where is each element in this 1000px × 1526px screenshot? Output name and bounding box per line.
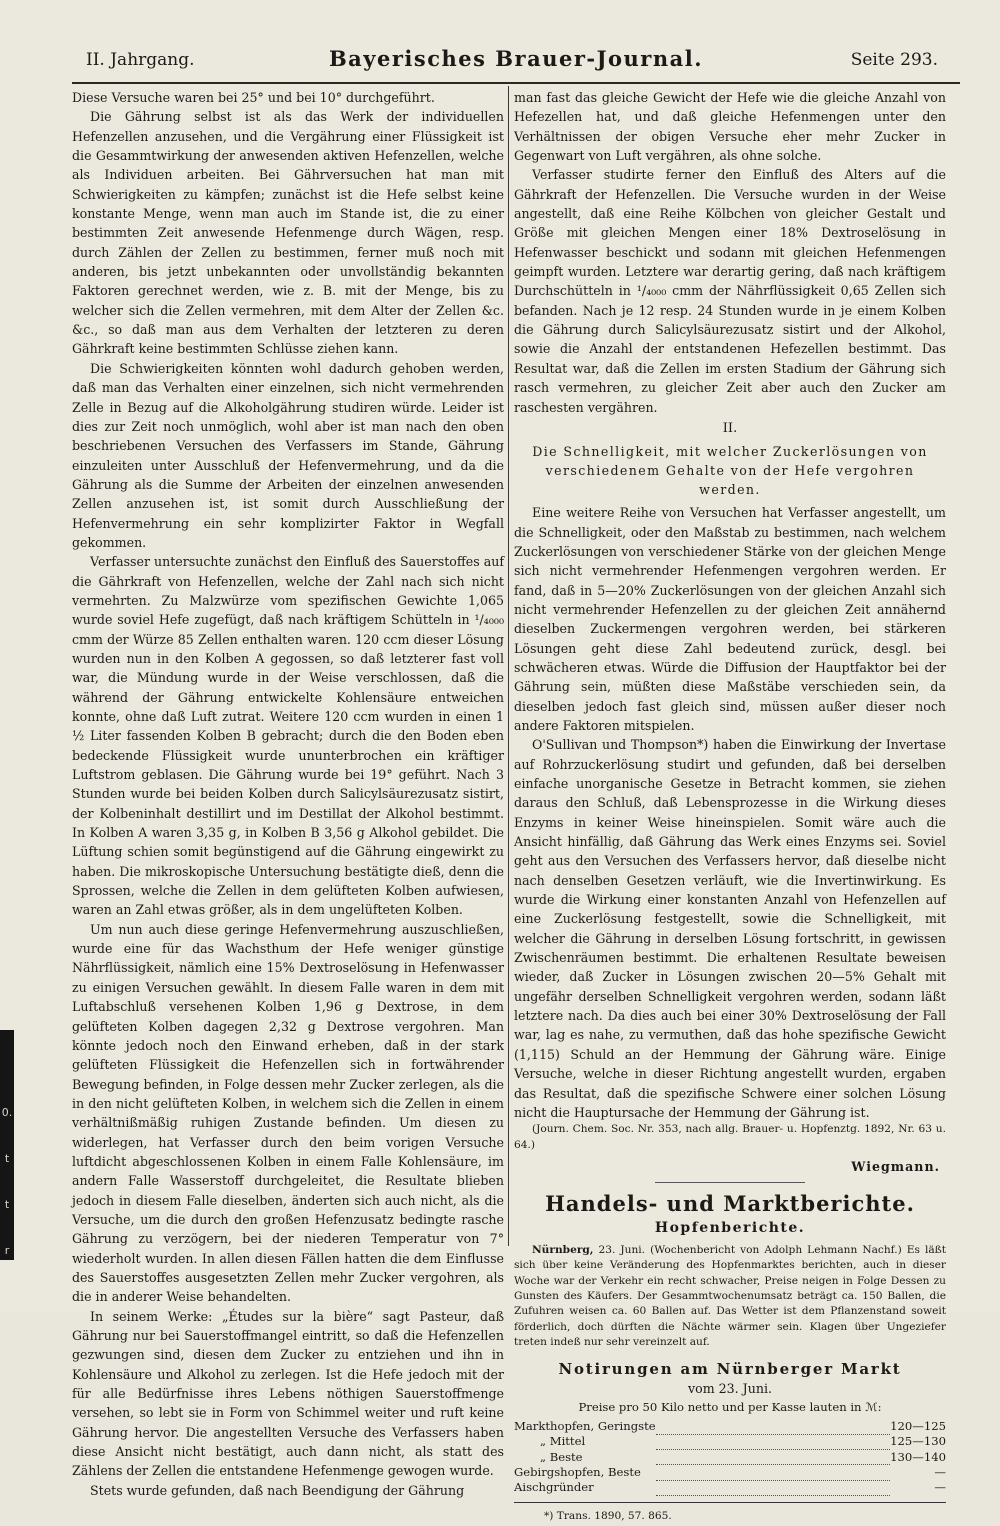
paragraph: Diese Versuche waren bei 25° und bei 10° durchgeführt.: [72, 90, 435, 105]
price-list-date: vom 23. Juni.: [688, 1380, 772, 1396]
journal-title: Bayerisches Brauer-Journal.: [328, 46, 704, 71]
price-row: [514, 1480, 946, 1495]
separator-rule: [655, 1182, 805, 1183]
leader-dots: [656, 1430, 891, 1445]
paragraph: Die Schwierigkeiten könnten wohl dadurch gehoben werden, daß man das Verhalten einer einzelnen, sich nicht vermehrenden Zelle in Bezug auf die Alkoholgährung studiren würde. Leider ist dies zur Zeit noch unmöglich, wohl aber ist man nach den oben beschriebenen Versuchen des Verfassers im Stande, Gährung einzuleiten unter Ausschluß der Hefenvermehrung, und da die Gährung als die Summe der Arbeiten der einzelnen anwesenden Zellen anzusehen ist, ist somit durch Ausschließung der Hefenvermehrung ein sehr komplizirter Faktor in Wegfall gekommen.: [72, 360, 504, 550]
price-label: Aischgründer: [514, 1480, 594, 1495]
paragraph: In seinem Werke: „Études sur la bière“ sagt Pasteur, daß Gährung nur bei Sauerstoffmangel eintritt, so daß die Hefenzellen gezwungen sind, diesen dem Zucker zu entziehen und ihn in Kohlensäure und Alkohol zu zerlegen. Ist die Hefe jedoch mit der für alle Bedürfnisse ihres Lebens nöthigen Sauerstoffmenge versehen, so lebt sie in Form von Schimmel weiter und ruft keine Gährung hervor. Die angestellten Versuche des Verfassers haben diese Ansicht nicht bestätigt, auch dann nicht, als statt des Zählens der Zellen die entstandene Hefenmenge gewogen wurde.: [72, 1308, 504, 1479]
price-label: Gebirgshopfen, Beste: [514, 1464, 641, 1479]
footnote-rule: [514, 1502, 946, 1503]
paragraph: Die Gährung selbst ist als das Werk der individuellen Hefenzellen anzusehen, und die Vergährung einer Flüssigkeit ist die Gesammtwirkung der anwesenden aktiven Hefenzellen, welche als Individuen arbeiten. Bei Gährversuchen hat man mit Schwierigkeiten zu kämpfen; zunächst ist die Hefe selbst keine konstante Menge, wenn man auch im Stande ist, die zu einer bestimmten Zeit anwesende Hefenmenge durch Wägen, resp. durch Zählen der Zellen zu bestimmen, ferner muß noch mit anderen, bis jetzt unbekannten oder unvollständig bekannten Faktoren gerechnet werden, wie z. B. mit der Menge, bis zu welcher sich die Zellen vermehren, mit dem Alter der Zellen &c. &c., so daß man aus dem Verhalten der letzteren zu deren Gährkraft keine bestimmten Schlüsse ziehen kann.: [72, 109, 504, 357]
binding-mark: t: [4, 1152, 10, 1165]
binding-edge-marks: [0, 1090, 14, 1274]
trade-section-heading: Handels- und Marktberichte.: [545, 1191, 915, 1217]
binding-mark: t: [4, 1198, 10, 1211]
paragraph: man fast das gleiche Gewicht der Hefe wie die gleiche Anzahl von Hefezellen hat, und daß gleiche Hefenmengen unter den Verhältnissen der obigen Versuche eher mehr Zucker in Gegenwart von Luft vergähren, als ohne solche.: [514, 90, 946, 164]
right-column: [514, 88, 946, 1522]
volume-label: II. Jahrgang.: [86, 50, 195, 70]
paragraph: Eine weitere Reihe von Versuchen hat Verfasser angestellt, um die Schnelligkeit, oder den Maßstab zu bestimmen, nach welchem Zuckerlösungen von verschiedener Stärke von der gleichen Menge sich nicht vermehrender Hefenmengen vergohren werden. Er fand, daß in 5—20% Zuckerlösungen von der gleichen Anzahl sich nicht vermehrender Hefenzellen zu der gleichen Zeit annähernd dieselben Zuckermengen vergohren werden, bei stärkeren Lösungen geht diese Zahl bedeutend zurück, desgl. bei schwächeren etwas. Würde die Diffusion der Hauptfaktor bei der Gährung sein, müßten diese Maßstäbe verschieden sein, da dieselben jedoch fast gleich sind, müssen außer dieser noch andere Faktoren mitspielen.: [514, 505, 946, 733]
section-title: Die Schnelligkeit, mit welcher Zuckerlösungen von verschiedenem Gehalte von der Hefe vergohren werden.: [532, 444, 928, 498]
leader-dots: [656, 1415, 891, 1430]
paragraph: Stets wurde gefunden, daß nach Beendigung der Gährung: [90, 1482, 465, 1498]
price-table: [514, 1419, 946, 1496]
page-header: [86, 44, 946, 78]
paragraph: Um nun auch diese geringe Hefenvermehrung auszuschließen, wurde eine für das Wachsthum der Hefe weniger günstige Nährflüssigkeit, nämlich eine 15% Dextroselösung in Hefenwasser zu einigen Versuchen gewählt. In diesem Falle waren in dem mit Luftabschluß versehenen Kolben 1,96 g Dextrose, in dem gelüfteten Kolben dagegen 2,32 g Dextrose vergohren. Man könnte jedoch noch den Einwand erheben, daß in der stark gelüfteten Flüssigkeit die Hefenzellen sich in fortwährender Bewegung befinden, in Folge dessen mehr Zucker zerlegen, als die in den nicht gelüfteten Kolben, in welchem sich die Zellen in einem verhältnißmäßig ruhigen Zustande befinden. Um diesen zu widerlegen, hat Verfasser durch den beim vorigen Versuche luftdicht abgeschlossenen Kolben in einem Falle Kohlensäure, im andern Falle Wasserstoff durchgeleitet, die Resultate blieben jedoch in diesem Falle dieselben, änderten sich auch nicht, als die Versuche, um die durch den großen Hefenzusatz bedingte rasche Gährung zu verzögern, bei der niederen Temperatur von 7° wiederholt wurden. In allen diesen Fällen hatten die dem Einflusse des Sauerstoffes ausgesetzten Zellen mehr Zucker vergohren, als die in anderer Weise behandelten.: [72, 921, 504, 1305]
author-signature: Wiegmann.: [851, 1159, 940, 1174]
price-label: „ Mittel: [540, 1434, 586, 1449]
price-label: Markthopfen, Geringste: [514, 1419, 656, 1434]
leader-dots: [656, 1446, 891, 1461]
report-text: Es läßt sich über keine Veränderung des Hopfenmarktes berichten, auch in dieser Woche war der Verkehr ein recht schwacher, Preise neigen in Folge Dessen zu Gunsten des Käufers. Der Gesammtwochenumsatz beträgt ca. 150 Ballen, die Zufuhren weisen ca. 60 Ballen auf. Das Wetter ist dem Pflanzenstand soweit förderlich, doch dürften die Nächte wärmer sein. Klagen über Ungeziefer treten indeß nur sehr vereinzelt auf.: [514, 1243, 946, 1349]
paragraph: O'Sullivan und Thompson*) haben die Einwirkung der Invertase auf Rohrzuckerlösung studirt und gefunden, daß bei derselben einfache unorganische Gesetze in Betracht kommen, sie ziehen daraus den Schluß, daß Lebensprozesse in die Wirkung dieses Enzyms in keiner Weise hineinspielen. Somit wäre auch die Ansicht hinfällig, daß Gährung das Werk eines Enzyms sei. Soviel geht aus den Versuchen des Verfassers hervor, daß dieselbe nicht nach denselben Gesetzen verläuft, wie die Invertinwirkung. Es wurde die Wirkung einer konstanten Anzahl von Hefenzellen auf eine Zuckerlösung festgestellt, sowie die Schnelligkeit, mit welcher die Gährung in derselben Lösung fortschritt, in gewissen Zwischenräumen bestimmt. Die erhaltenen Resultate beweisen wieder, daß Zucker in Lösungen zwischen 20—5% Gehalt mit ungefähr derselben Schnelligkeit vergohren werden, sodann läßt letztere nach. Da dies auch bei einer 30% Dextroselösung der Fall war, lag es nahe, zu vermuthen, daß das hohe spezifische Gewicht (1,115) Schuld an der Hemmung der Gährung wäre. Einige Versuche, welche in dieser Richtung angestellt wurden, ergaben das Resultat, daß die spezifische Schwere einer solchen Lösung nicht die Hauptursache der Hemmung der Gährung ist.: [514, 737, 946, 1120]
price-value: 125—130: [890, 1434, 946, 1449]
price-value: —: [934, 1464, 946, 1479]
price-list-intro: Preise pro 50 Kilo netto und per Kasse lauten in ℳ:: [578, 1399, 882, 1414]
paragraph: Verfasser untersuchte zunächst den Einfluß des Sauerstoffes auf die Gährkraft von Hefenzellen, welche der Zahl nach sich nicht vermehrten. Zu Malzwürze vom spezifischen Gewichte 1,065 wurde soviel Hefe zugefügt, daß nach kräftigem Schütteln in ¹/₄₀₀₀ cmm der Würze 85 Zellen enthalten waren. 120 ccm dieser Lösung wurden nun in den Kolben A gegossen, so daß letzterer fast voll war, die Mündung wurde in der Weise verschlossen, daß die während der Gährung entwickelte Kohlensäure entweichen konnte, ohne daß Luft zutrat. Weitere 120 ccm wurden in einen 1 ½ Liter fassenden Kolben B gebracht; durch die den Boden eben bedeckende Flüssigkeit wurde ununterbrochen ein kräftiger Luftstrom geblasen. Die Gährung wurde bei 19° geführt. Nach 3 Stunden wurde bei beiden Kolben durch Salicylsäurezusatz sistirt, der Kolbeninhalt destillirt und im Destillat der Alkohol bestimmt. In Kolben A waren 3,35 g, in Kolben B 3,56 g Alkohol gebildet. Die Lüftung schien somit begünstigend auf die Gährung eingewirkt zu haben. Die mikroskopische Untersuchung bestätigte dieß, denn die Sprossen, welche die Zellen in dem gelüfteten Kolben aufwiesen, waren an Zahl etwas größer, als in dem ungelüfteten Kolben.: [72, 554, 504, 918]
header-rule: [72, 82, 960, 84]
source-note: (Journ. Chem. Soc. Nr. 353, nach allg. Brauer- u. Hopfenztg. 1892, Nr. 63 u. 64.): [514, 1123, 946, 1151]
leader-dots: [656, 1461, 891, 1476]
leader-dots: [656, 1476, 891, 1491]
price-value: 130—140: [890, 1449, 946, 1464]
price-list-heading: Notirungen am Nürnberger Markt: [558, 1359, 902, 1378]
footnote: *) Trans. 1890, 57. 865.: [544, 1509, 672, 1522]
column-divider: [508, 86, 509, 1246]
binding-mark: r: [4, 1244, 10, 1257]
report-place: Nürnberg,: [532, 1243, 594, 1256]
paragraph: Verfasser studirte ferner den Einfluß des Alters auf die Gährkraft der Hefenzellen. Die Versuche wurden in der Weise angestellt, daß eine Reihe Kölbchen von gleicher Gestalt und Größe mit gleichen Mengen einer 18% Dextroselösung in Hefenwasser beschickt und sodann mit gleichen Hefenmengen geimpft wurden. Letztere war derartig gering, daß nach kräftigem Durchschütteln in ¹/₄₀₀₀ cmm der Nährflüssigkeit 0,65 Zellen sich befanden. Nach je 12 resp. 24 Stunden wurde in je einem Kolben die Gährung durch Salicylsäurezusatz sistirt und der Alkohol, sowie die Anzahl der entstandenen Hefezellen bestimmt. Das Resultat war, daß die Zellen im ersten Stadium der Gährung sich rasch vermehren, zu gleicher Zeit aber auch den Zucker am raschesten vergähren.: [514, 167, 946, 415]
page-number: Seite 293.: [850, 50, 938, 70]
price-label: „ Beste: [540, 1449, 583, 1464]
left-column: [72, 88, 504, 1498]
report-date: 23. Juni. (Wochenbericht von Adolph Lehmann Nachf.): [598, 1243, 902, 1256]
price-value: 120—125: [890, 1419, 946, 1434]
section-number: II.: [722, 420, 738, 436]
hops-subheading: Hopfenberichte.: [654, 1220, 806, 1237]
price-value: —: [934, 1480, 946, 1495]
market-report: [514, 1243, 946, 1351]
binding-mark: 0.: [1, 1106, 13, 1119]
